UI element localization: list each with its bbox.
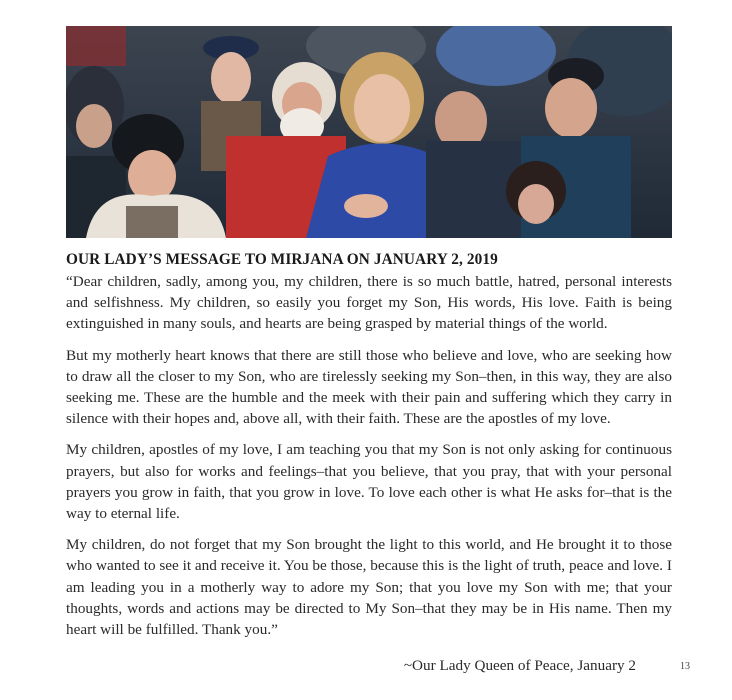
- photo-crowd-praying-icon: [66, 26, 672, 238]
- message-body: [66, 271, 672, 650]
- message-paragraph: “Dear children, sadly, among you, my children, there is so much battle, hatred, personal interests and selfishness. My children, so easily you forget my Son, His words, His love. Faith is being extinguished in many souls, and hearts are being grasped by material things of the world.: [66, 273, 672, 333]
- message-paragraph: My children, apostles of my love, I am teaching you that my Son is not only asking for continuous prayers, but also for works and feelings–that you believe, that you pray, that with your personal prayers you grow in faith, that you grow in love. To love each other is what He asks for–that is the way to eternal life.: [66, 441, 672, 523]
- message-heading: OUR LADY’S MESSAGE TO MIRJANA ON JANUARY 2, 2019: [66, 251, 498, 268]
- message-paragraph: But my motherly heart knows that there are still those who believe and love, who are seeking how to draw all the closer to my Son, who are tirelessly seeking my Son–then, in this way, they are also seeking me. These are the humble and the meek with their pain and suffering which they carry in silence with their hopes and, above all, with their faith. These are the apostles of my love.: [66, 346, 672, 428]
- message-signature: ~Our Lady Queen of Peace, January 2: [403, 657, 636, 674]
- message-paragraph: My children, do not forget that my Son brought the light to this world, and He brought it to those who wanted to see it and receive it. You be those, because this is the light of truth, peace and love. I am leading you in a motherly way to adore my Son; that you love my Son with me; that your thoughts, words and actions may be directed to My Son–that they may be in His name. Then my heart will be fulfilled. Thank you.”: [66, 536, 672, 639]
- page-number: 13: [680, 661, 690, 672]
- header-photo: [66, 26, 672, 238]
